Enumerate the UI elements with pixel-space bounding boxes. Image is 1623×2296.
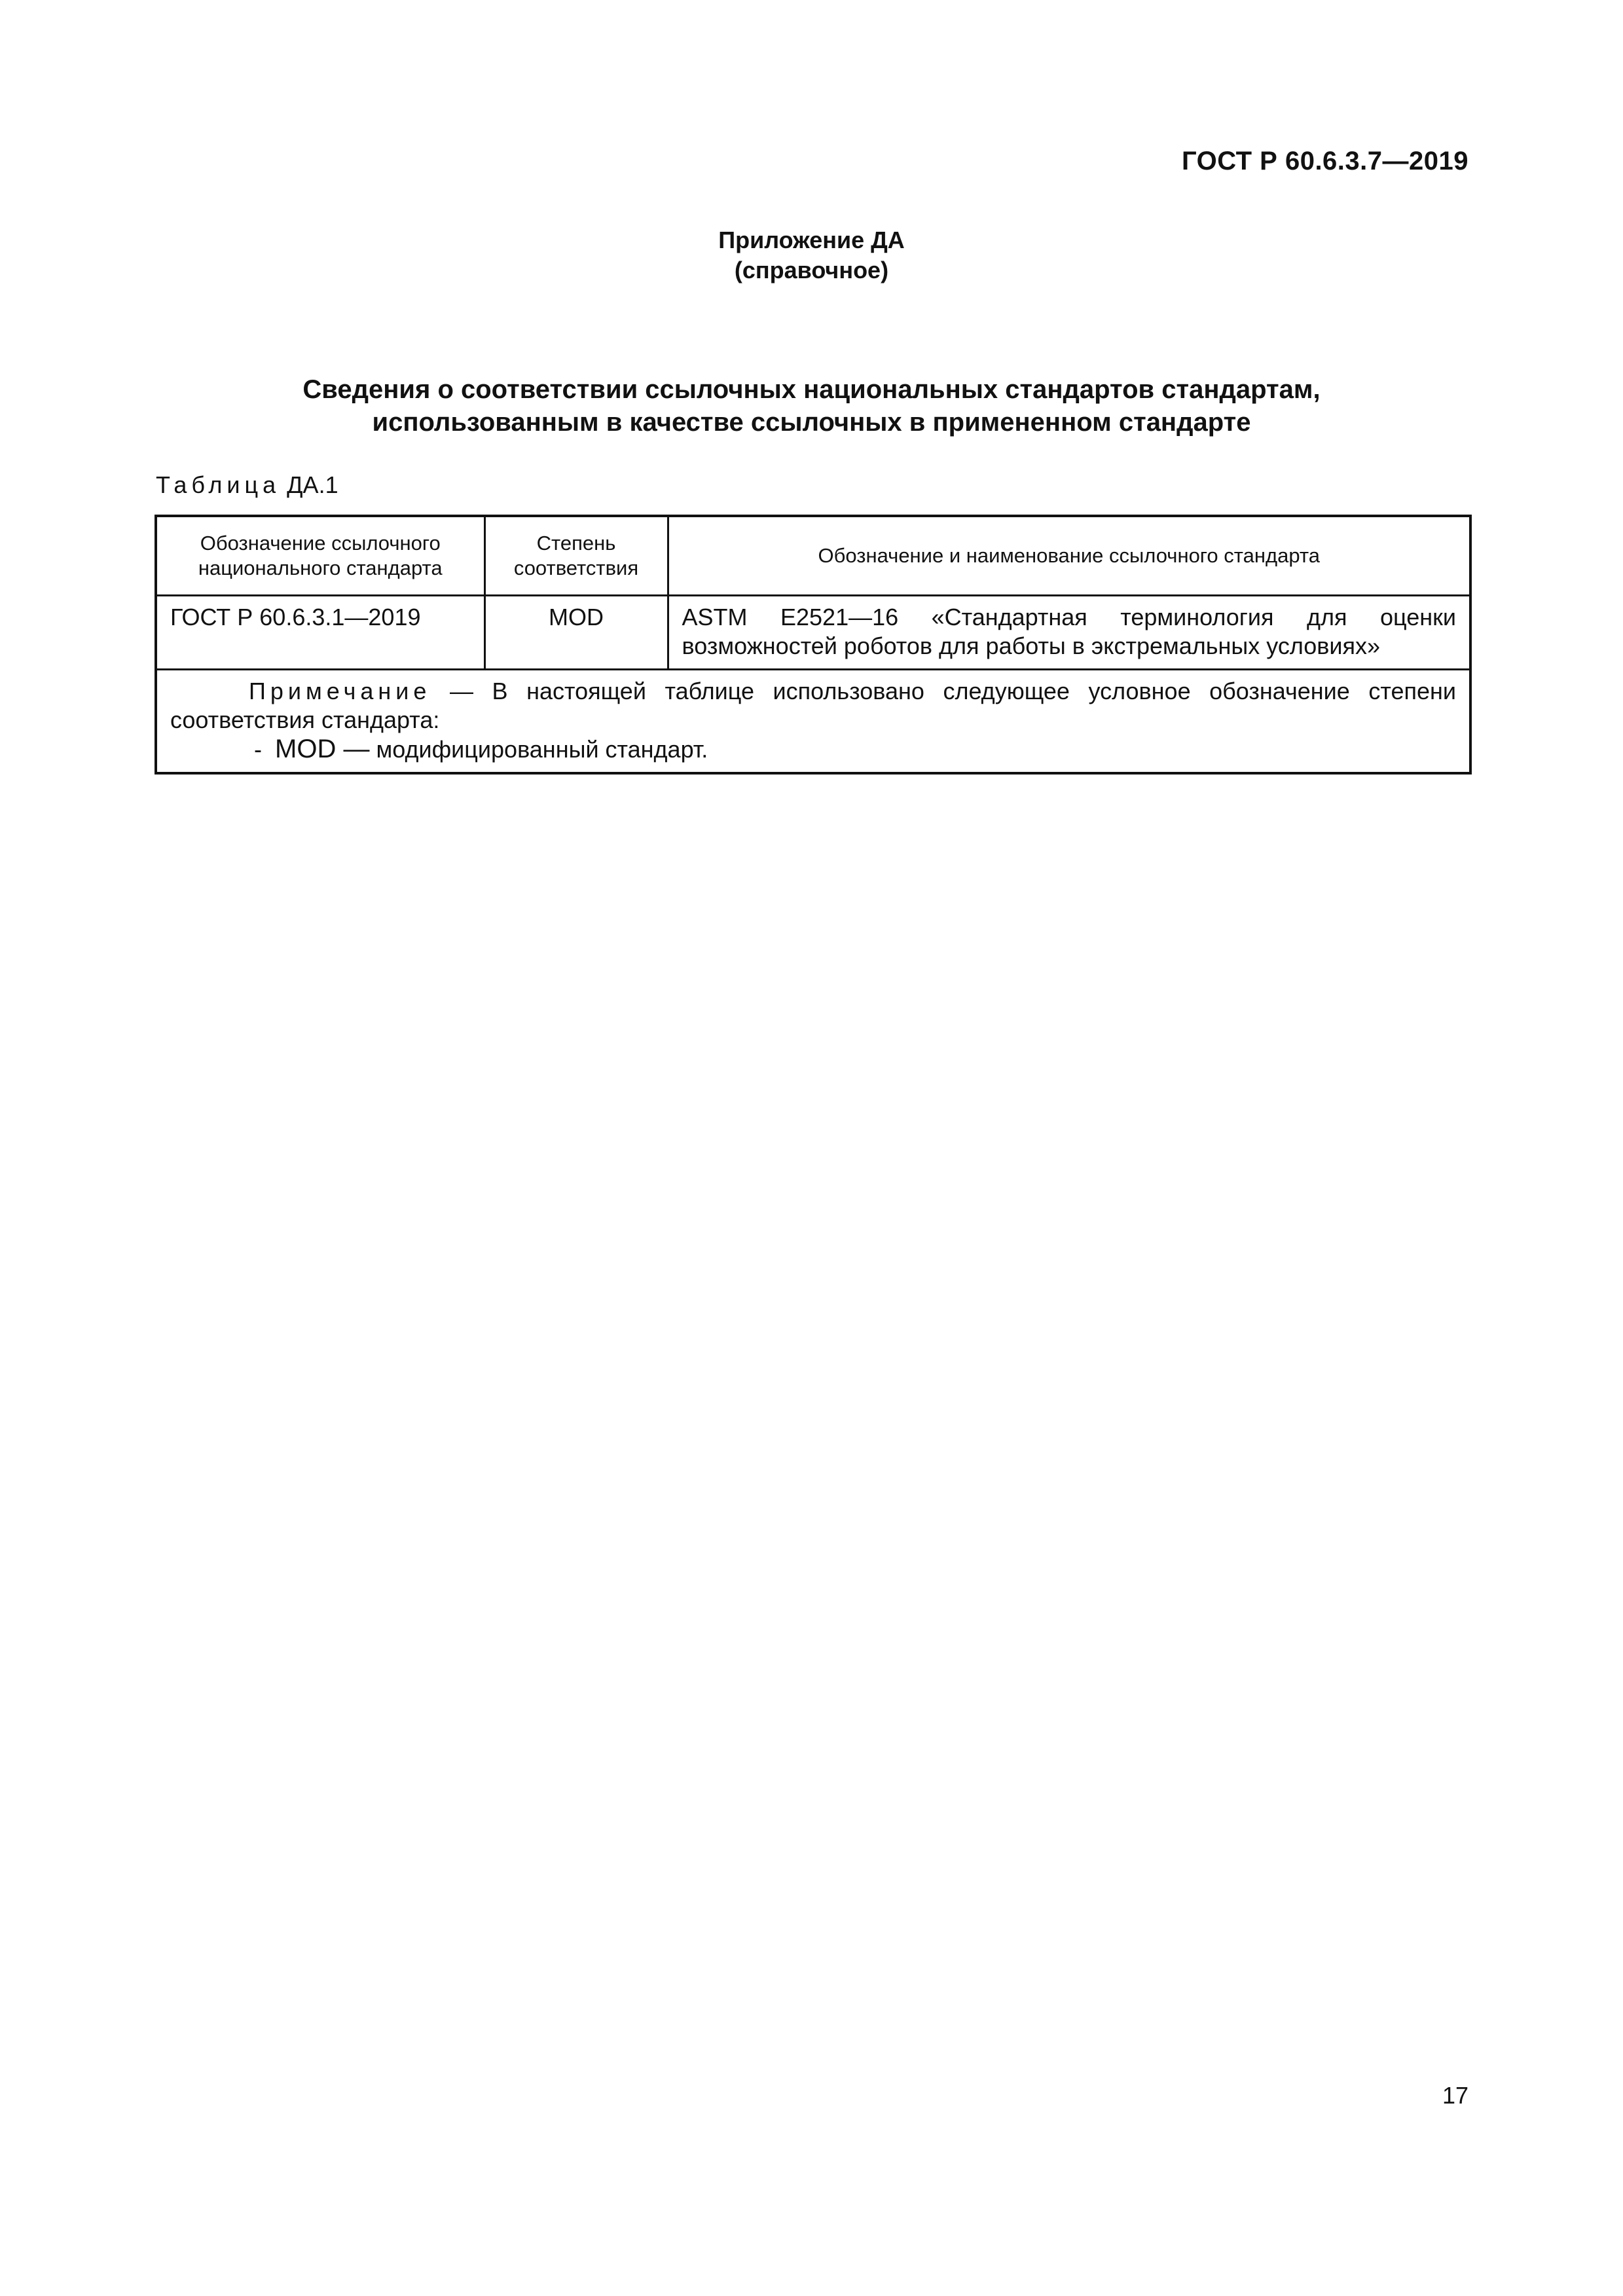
table-caption-word: Таблица bbox=[156, 471, 281, 498]
cell-national-standard: ГОСТ Р 60.6.3.1—2019 bbox=[156, 596, 484, 670]
table-caption-number: ДА.1 bbox=[287, 471, 338, 498]
appendix-heading bbox=[0, 225, 1623, 285]
header-national-standard: Обозначение ссылочного национального стандарта bbox=[156, 516, 484, 596]
note-item-abbr: MOD — bbox=[275, 735, 370, 763]
table-caption bbox=[156, 471, 338, 499]
note-paragraph bbox=[170, 677, 1456, 735]
appendix-subtitle: (справочное) bbox=[734, 257, 889, 283]
cell-reference-standard: ASTM E2521—16 «Стандартная терминология для оценки возможностей роботов для работы в экстремальных условиях» bbox=[668, 596, 1470, 670]
note-item-text: модифицированный стандарт. bbox=[376, 736, 708, 763]
header-degree: Степень соответствия bbox=[484, 516, 668, 596]
page-number: 17 bbox=[1442, 2082, 1468, 2109]
section-title-line-2: использованным в качестве ссылочных в примененном стандарте bbox=[372, 408, 1251, 437]
table-note bbox=[156, 670, 1470, 774]
table-header-row bbox=[156, 516, 1470, 596]
note-text: — В настоящей таблице использовано следующее условное обозначение степени соответствия стандарта: bbox=[170, 678, 1456, 733]
note-list-item bbox=[170, 735, 1456, 764]
reference-standards-table bbox=[155, 515, 1472, 774]
note-item-bullet: - bbox=[254, 736, 262, 763]
section-title bbox=[0, 373, 1623, 439]
section-title-line-1: Сведения о соответствии ссылочных национальных стандартов стандартам, bbox=[302, 375, 1321, 404]
table-note-row bbox=[156, 670, 1470, 774]
note-label: Примечание bbox=[249, 678, 431, 704]
appendix-title: Приложение ДА bbox=[718, 227, 905, 253]
cell-degree: MOD bbox=[484, 596, 668, 670]
standard-code: ГОСТ Р 60.6.3.7—2019 bbox=[1181, 147, 1468, 175]
table-row bbox=[156, 596, 1470, 670]
header-reference-standard: Обозначение и наименование ссылочного стандарта bbox=[668, 516, 1470, 596]
